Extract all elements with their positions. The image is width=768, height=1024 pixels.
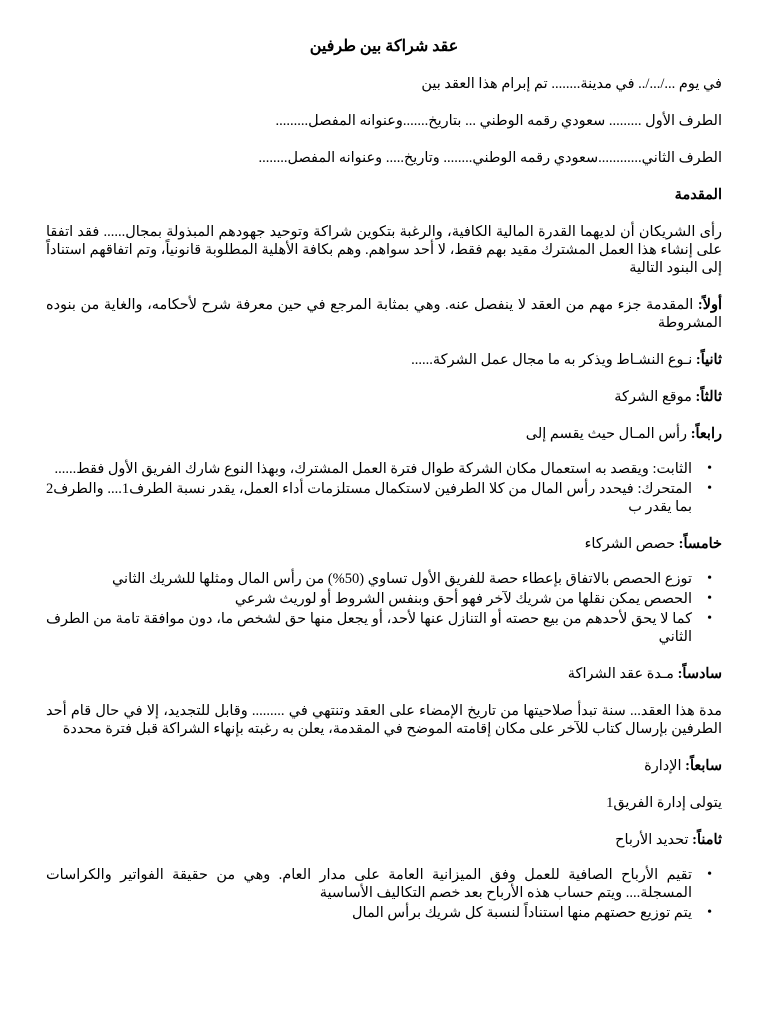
list-item: • تقيم الأرباح الصافية للعمل وفق الميزانية العامة على مدار العام. وهي من حقيقة الفواتير والكراسات المسجلة.... ويتم حساب هذه الأرباح بعد خصم التكاليف الأساسية <box>46 866 692 902</box>
shares-list <box>46 570 722 646</box>
clause-fifth <box>46 535 722 553</box>
clause-sixth-text: مـدة عقد الشراكة <box>567 666 674 682</box>
list-item: • الثابت: ويقصد به استعمال مكان الشركة طوال فترة العمل المشترك، وبهذا النوع شارك الفريق الأول فقط...... <box>46 460 692 478</box>
clause-second-label: ثانياً: <box>695 352 722 368</box>
clause-eighth-label: ثامناً: <box>692 832 722 848</box>
clause-sixth-body: مدة هذا العقد... سنة تبدأ صلاحيتها من تاريخ الإمضاء على العقد وتنتهي في ......... وقابل للتجديد، إلا في حال قام أحد الطرفين بإرسال كتاب للآخر على مكان إقامته الموضح في المقدمة، يعلن به رغبته بإنهاء الشراكة قبل فترة محددة <box>46 703 722 737</box>
clause-fifth-text: حصص الشركاء <box>584 536 676 552</box>
preamble-heading: المقدمة <box>674 187 722 203</box>
clause-third-text: موقع الشركة <box>614 389 692 405</box>
clause-third-label: ثالثاً: <box>695 389 722 405</box>
clause-second <box>46 351 722 369</box>
clause-fourth <box>46 425 722 443</box>
clause-fifth-label: خامساً: <box>678 536 722 552</box>
clause-seventh-body: يتولى إدارة الفريق1 <box>606 795 722 811</box>
clause-seventh-text: الإدارة <box>644 758 682 774</box>
list-item: • يتم توزيع حصتهم منها استناداً لنسبة كل شريك برأس المال <box>46 904 692 922</box>
profits-list <box>46 866 722 922</box>
clause-second-text: نـوع النشـاط ويذكر به ما مجال عمل الشركة...... <box>411 352 693 368</box>
clause-fourth-label: رابعاً: <box>690 426 722 442</box>
capital-list <box>46 460 722 516</box>
clause-first-text: المقدمة جزء مهم من العقد لا ينفصل عنه. وهي بمثابة المرجع في حين معرفة شرح لأحكامه، والغاية من بنوده المشروطة <box>46 297 722 331</box>
clause-sixth-label: سادساً: <box>677 666 722 682</box>
clause-sixth <box>46 665 722 683</box>
list-item: • توزع الحصص بالاتفاق بإعطاء حصة للفريق الأول تساوي (50%) من رأس المال ومثلها للشريك الثاني <box>46 570 692 588</box>
party-one-line: الطرف الأول ......... سعودي رقمه الوطني ... بتاريخ.......وعنوانه المفصل......... <box>275 113 722 129</box>
document-title: عقد شراكة بين طرفين <box>309 38 459 55</box>
clause-fourth-text: رأس المـال حيث يقسم إلى <box>525 426 688 442</box>
party-two-line: الطرف الثاني............سعودي رقمه الوطني........ وتاريخ..... وعنوانه المفصل........ <box>258 150 722 166</box>
clause-first-label: أولاً: <box>697 297 723 313</box>
clause-eighth <box>46 831 722 849</box>
intro-line: في يوم .../.../.. في مدينة........ تم إبرام هذا العقد بين <box>421 76 722 92</box>
clause-eighth-text: تحديد الأرباح <box>615 832 689 848</box>
list-item: • المتحرك: فيحدد رأس المال من كلا الطرفين لاستكمال مستلزمات أداء العمل، يقدر نسبة الطرف1.... والطرف2 بما يقدر ب <box>46 480 692 516</box>
list-item: • كما لا يحق لأحدهم من بيع حصته أو التنازل عنها لأحد، أو يجعل منها حق لشخص ما، دون موافقة تامة من الطرف الثاني <box>46 610 692 646</box>
clause-third <box>46 388 722 406</box>
clause-seventh <box>46 757 722 775</box>
preamble-text: رأى الشريكان أن لديهما القدرة المالية الكافية، والرغبة بتكوين شراكة وتوحيد جهودهم المبذولة بمجال...... فقد اتفقا على إنشاء هذا العمل المشترك مقيد بهم فقط، لا أحد سواهم. وهم بكافة الأهلية المطلوبة قانونياً، وتم اتفاقهم استناداً إلى البنود التالية <box>46 224 722 276</box>
clause-seventh-label: سابعاً: <box>685 758 722 774</box>
list-item: • الحصص يمكن نقلها من شريك لآخر فهو أحق وبنفس الشروط أو لوريث شرعي <box>46 590 692 608</box>
clause-first <box>46 296 722 332</box>
